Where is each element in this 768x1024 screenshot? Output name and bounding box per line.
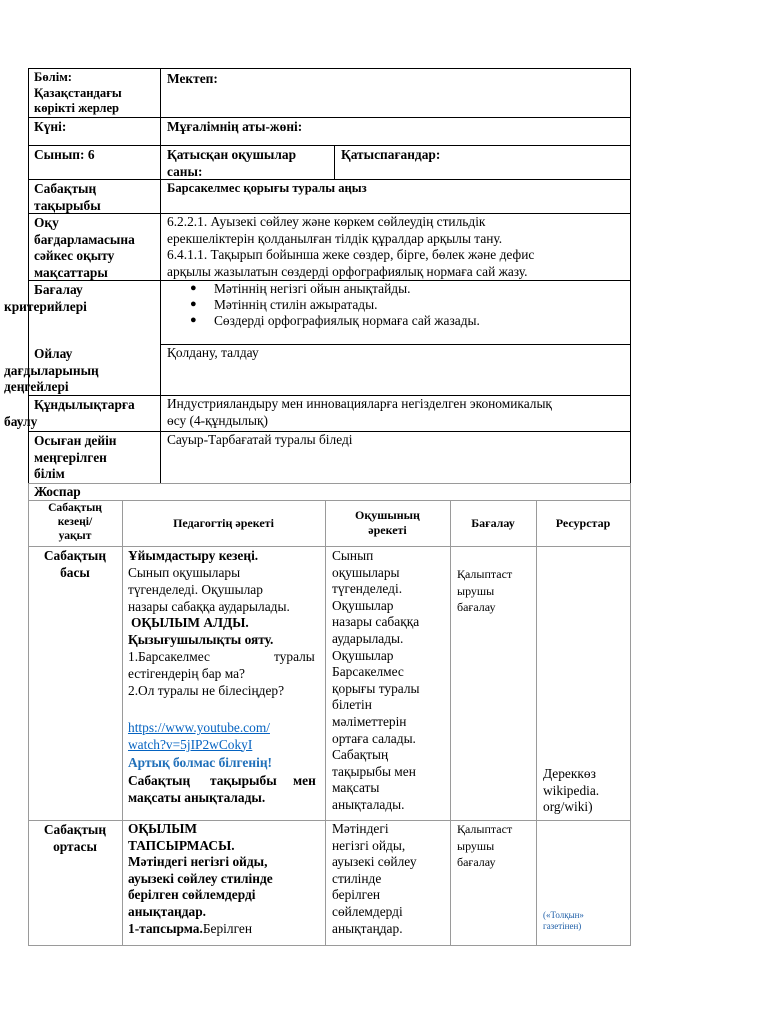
header-teacher-action: Педагогтің әрекеті <box>173 516 274 530</box>
present-count-label: Қатысқан оқушылар саны: <box>167 147 297 179</box>
header-stage: Сабақтың кезеңі/ уақыт <box>48 501 102 542</box>
values-label: Құндылықтарға баулу <box>4 397 135 429</box>
rule <box>28 145 631 146</box>
rule <box>325 500 326 945</box>
date-label: Күні: <box>34 119 67 134</box>
school-label: Мектеп: <box>167 71 218 86</box>
header-assessment: Бағалау <box>471 516 515 530</box>
bullet-icon: ● <box>190 298 197 310</box>
list-item: Сөздерді орфографиялық нормаға сай жазады. <box>214 313 480 328</box>
bullet-icon: ● <box>190 282 197 294</box>
highlight-note: Артық болмас білгенің! <box>128 755 272 770</box>
values-value: Индустрияландыру мен инновацияларға негізделген экономикалық өсу (4-құндылық) <box>167 396 552 428</box>
row1-assessment: Қалыптаст ырушы бағалау <box>457 567 513 615</box>
rule <box>28 483 631 484</box>
rule <box>28 117 631 118</box>
row2-teacher-action: ОҚЫЛЫМ ТАПСЫРМАСЫ. Мәтіндегі негізгі ойды, ауызекі сөйлеу стилінде берілген сөйлемдерді анықтаңдар. 1-тапсырма.Берілген <box>128 821 273 936</box>
row1-student-action: Сынып оқушылары түгенделеді. Оқушылар назары сабаққа аударылады. Оқушылар Барсакелмес қорығы туралы білетін мәліметтерін ортаға салады. Сабақтың тақырыбы мен мақсаты анықталады. <box>332 548 420 812</box>
absent-label: Қатыспағандар: <box>341 147 441 162</box>
row1-resources: Дереккөз wikipedia. org/wiki) <box>543 766 600 815</box>
header-student-action: Оқушының әрекеті <box>355 508 420 537</box>
bullet-icon: ● <box>190 314 197 326</box>
rule <box>28 820 631 821</box>
row2-assessment: Қалыптаст ырушы бағалау <box>457 822 513 870</box>
class-label: Сынып: 6 <box>34 147 95 162</box>
rule <box>160 68 161 483</box>
rule <box>28 945 631 946</box>
rule <box>122 500 123 945</box>
header-resources: Ресурстар <box>555 516 611 530</box>
rule <box>630 483 631 945</box>
rule <box>450 500 451 945</box>
topic-value: Барсакелмес қорығы туралы аңыз <box>167 181 367 195</box>
rule <box>536 500 537 945</box>
rule <box>28 546 631 547</box>
prior-knowledge-value: Сауыр-Тарбағатай туралы біледі <box>167 432 353 447</box>
row2-student-action: Мәтіндегі негізгі ойды, ауызекі сөйлеу стилінде берілген сөйлемдерді анықтаңдар. <box>332 821 417 936</box>
topic-label: Сабақтың тақырыбы <box>34 181 101 213</box>
row1-stage: Сабақтың басы <box>43 548 107 580</box>
plan-label: Жоспар <box>34 484 81 499</box>
section-label: Бөлім: Қазақстандағы көрікті жерлер <box>34 70 122 115</box>
thinking-label: Ойлау дағдыларының деңгейлері <box>4 346 99 395</box>
rule <box>28 68 631 69</box>
rule <box>334 145 335 179</box>
criteria-label: Бағалау критерийлері <box>4 282 87 314</box>
video-link[interactable]: https://www.youtube.com/ watch?v=5jIP2wCokyI <box>128 720 270 752</box>
list-item: Мәтіннің стилін ажыратады. <box>214 297 378 312</box>
row2-resources: («Толқын» газетінен) <box>543 910 584 931</box>
row2-stage: Сабақтың ортасы <box>43 822 107 854</box>
goals-label: Оқу бағдарламасына сәйкес оқыту мақсаттары <box>34 215 135 280</box>
goals-value: 6.2.2.1. Ауызекі сөйлеу және көркем сөйлеудің стильдік ерекшеліктерін қолданылған тілдік құралдар арқылы тану. 6.4.1.1. Тақырып бойынша жеке сөздер, бірге, бөлек және дефис арқылы жазылатын сөздерді орфографиялық нормаға сай жазу. <box>167 214 535 279</box>
list-item: Мәтіннің негізгі ойын анықтайды. <box>214 281 411 296</box>
teacher-name-label: Мұғалімнің аты-жөні: <box>167 119 303 134</box>
prior-knowledge-label: Осыған дейін меңгерілген білім <box>34 433 117 482</box>
thinking-value: Қолдану, талдау <box>167 345 259 360</box>
rule <box>630 68 631 483</box>
